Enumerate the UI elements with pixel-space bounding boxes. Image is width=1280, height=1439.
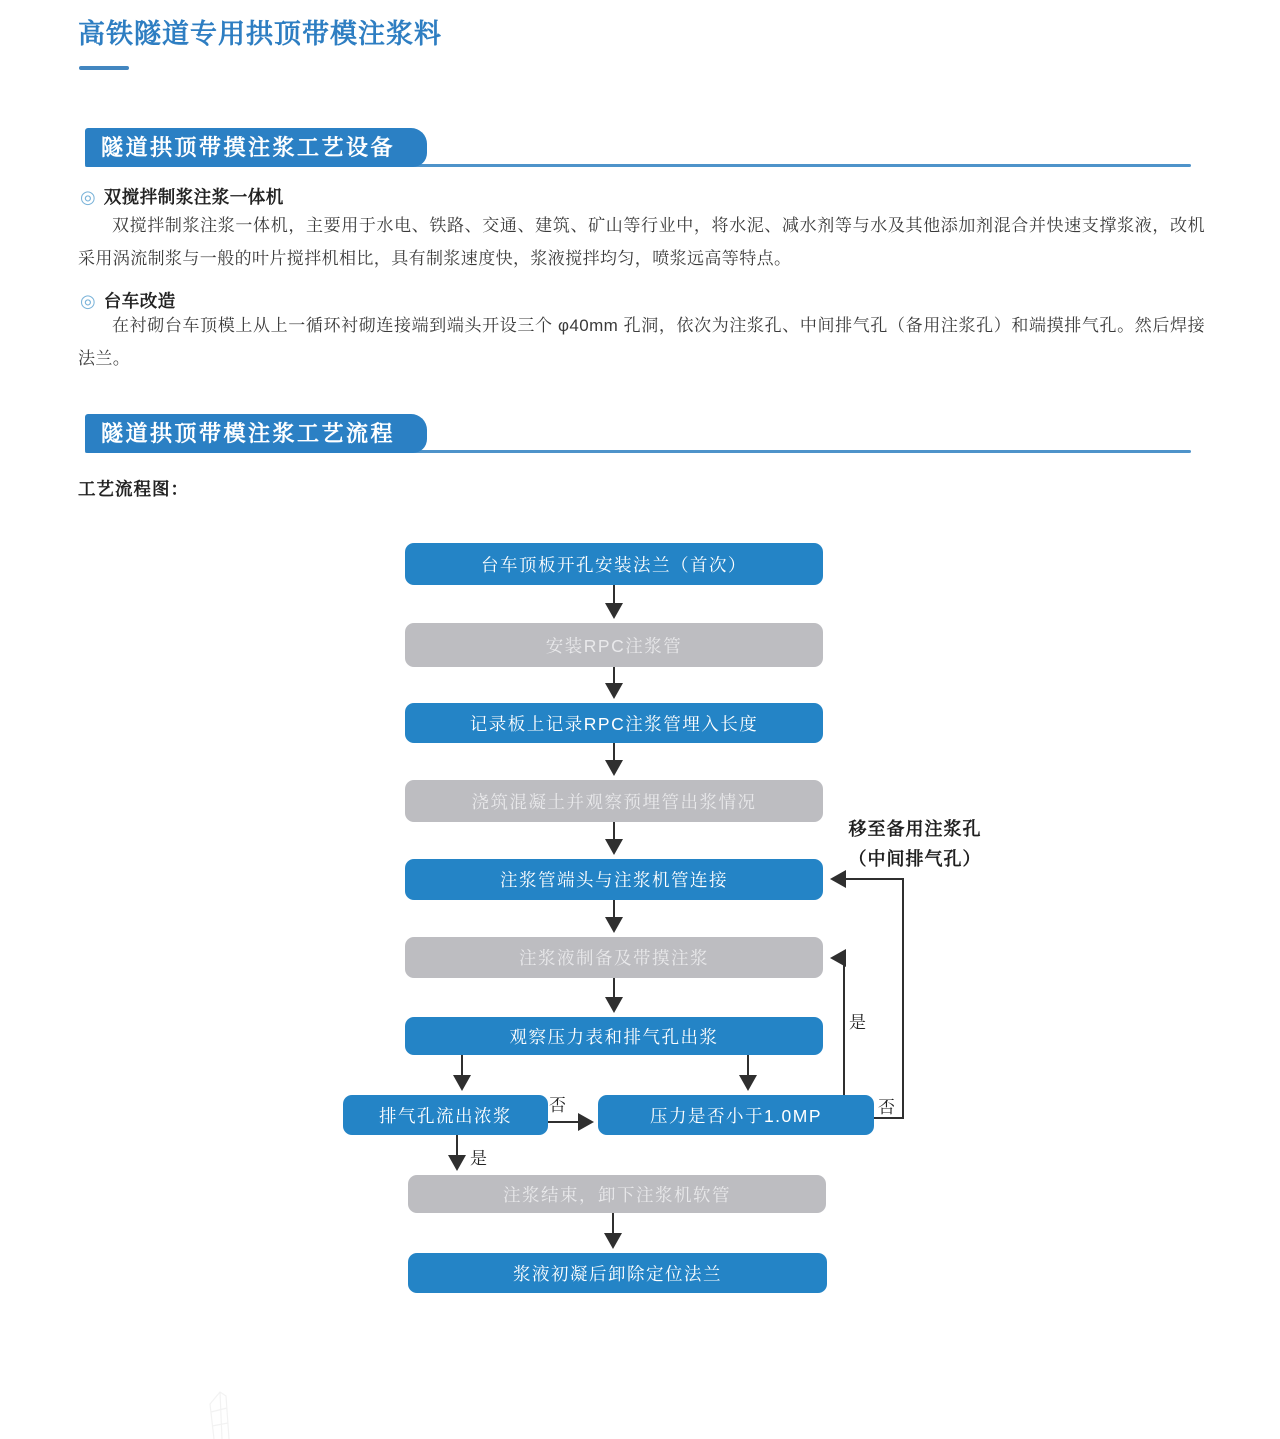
- section-badge-process: 隧道拱顶带模注浆工艺流程: [85, 414, 427, 453]
- edge-label-no: 否: [549, 1096, 566, 1115]
- flow-step-install-flange: 台车顶板开孔安装法兰（首次）: [405, 543, 823, 585]
- flow-decision-pressure: 压力是否小于1.0MP: [598, 1095, 874, 1135]
- annotation-backup-hole-line1: 移至备用注浆孔: [848, 819, 982, 839]
- process-flowchart: [0, 540, 1280, 1330]
- flow-step-record-length: 记录板上记录RPC注浆管埋入长度: [405, 703, 823, 743]
- edge-label-yes: 是: [470, 1149, 487, 1168]
- title-underline: [79, 66, 129, 70]
- double-circle-bullet-icon: ◎: [80, 186, 96, 207]
- paragraph-trolley: 在衬砌台车顶模上从上一循环衬砌连接端到端头开设三个 φ40mm 孔洞，依次为注浆孔、中间排气孔（备用注浆孔）和端摸排气孔。然后焊接法兰。: [78, 316, 1205, 368]
- flow-step-end-grouting: 注浆结束，卸下注浆机软管: [408, 1175, 826, 1213]
- flow-decision-thick-slurry: 排气孔流出浓浆: [343, 1095, 548, 1135]
- section-badge-equipment: 隧道拱顶带摸注浆工艺设备: [85, 128, 427, 167]
- double-circle-bullet-icon: ◎: [80, 290, 96, 311]
- flow-step-observe-pressure: 观察压力表和排气孔出浆: [405, 1017, 823, 1055]
- flow-diagram-label: 工艺流程图：: [78, 479, 189, 499]
- building-watermark: [196, 1386, 266, 1439]
- flow-step-connect-machine: 注浆管端头与注浆机管连接: [405, 859, 823, 900]
- section-header-process: [85, 413, 1191, 453]
- edge-label-no: 否: [878, 1098, 895, 1117]
- flow-step-install-rpc-pipe: 安装RPC注浆管: [405, 623, 823, 667]
- section-header-equipment: [85, 127, 1191, 167]
- annotation-backup-hole-line2: （中间排气孔）: [848, 849, 982, 869]
- item-subtitle: 双搅拌制浆注浆一体机: [103, 187, 284, 207]
- page-title: 高铁隧道专用拱顶带模注浆料: [78, 19, 442, 49]
- paragraph-mixer: 双搅拌制浆注浆一体机，主要用于水电、铁路、交通、建筑、矿山等行业中，将水泥、减水剂等与水及其他添加剂混合并快速支撑浆液，改机采用涡流制浆与一般的叶片搅拌机相比，具有制浆速度快，浆液搅拌均匀，喷浆远高等特点。: [78, 216, 1205, 268]
- item-subtitle: 台车改造: [103, 291, 176, 311]
- flow-step-pour-concrete: 浇筑混凝土并观察预埋管出浆情况: [405, 780, 823, 822]
- edge-label-yes: 是: [849, 1013, 866, 1032]
- flow-step-prepare-grout: 注浆液制备及带摸注浆: [405, 937, 823, 978]
- list-item-mixer: [80, 184, 284, 209]
- flow-step-remove-flange: 浆液初凝后卸除定位法兰: [408, 1253, 827, 1293]
